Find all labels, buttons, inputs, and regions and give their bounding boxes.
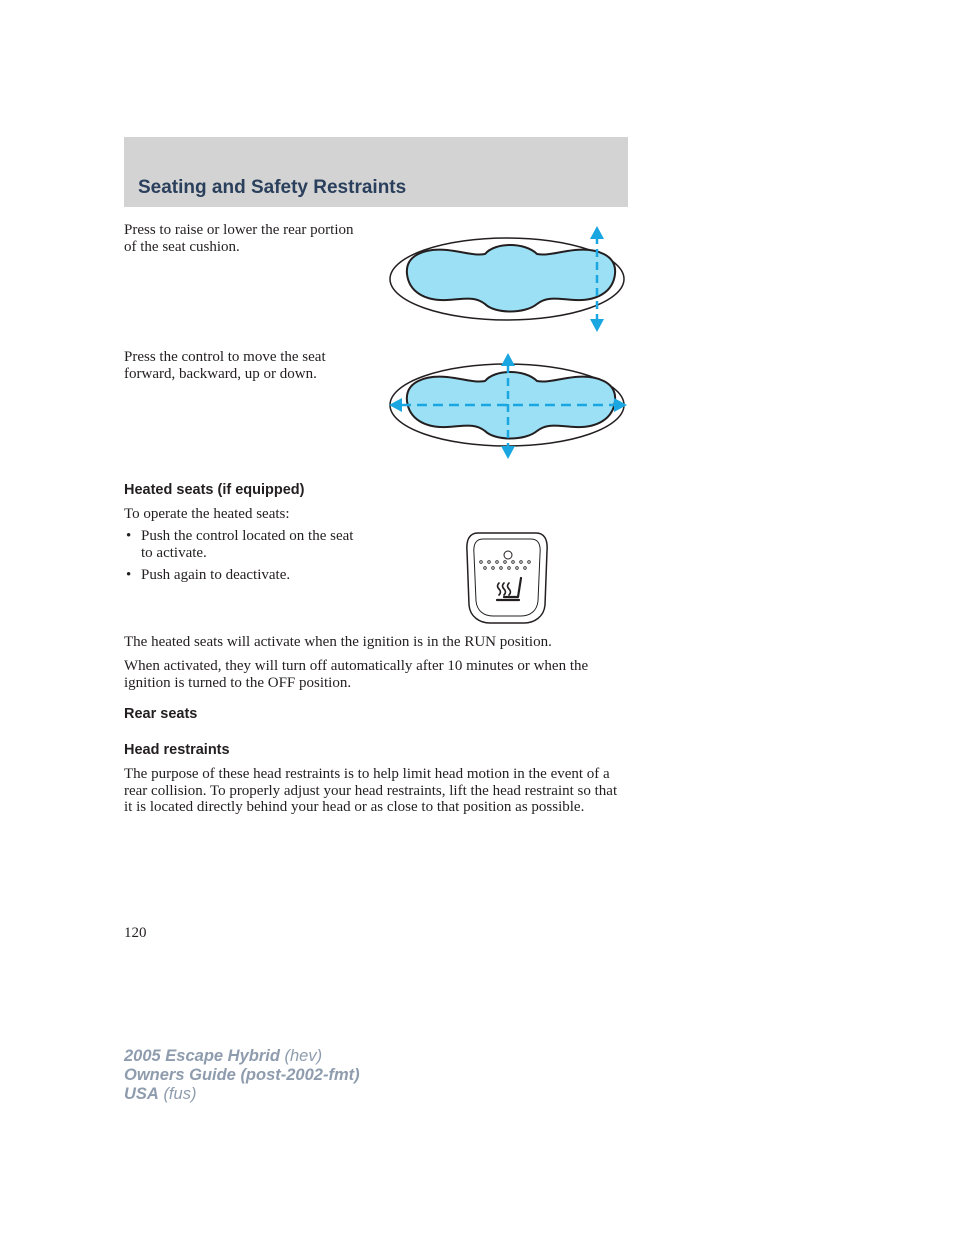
bullet-text: Push the control located on the seat to activate. [141, 528, 354, 561]
list-item [124, 567, 364, 584]
cushion-tilt-text: Press to raise or lower the rear portion of the seat cushion. [124, 222, 354, 255]
heated-seat-switch-icon [464, 531, 550, 625]
heated-seats-intro: To operate the heated seats: [124, 506, 290, 522]
page-number: 120 [124, 925, 147, 941]
seat-fore-aft-updown-icon [385, 351, 635, 461]
section-title: Seating and Safety Restraints [138, 177, 407, 198]
head-restraints-text: The purpose of these head restraints is to help limit head motion in the event of a rear collision. To properly adjust your head restraints, lift the head restraint so that it is located directly behind your head or as close to that position as possible. [124, 766, 618, 815]
footer-market-code: (fus) [163, 1085, 197, 1103]
section-header [124, 137, 628, 207]
footer-model: 2005 Escape Hybrid [124, 1047, 280, 1065]
seat-cushion-tilt-icon [385, 222, 635, 336]
footer-guide: Owners Guide (post-2002-fmt) [124, 1066, 360, 1084]
head-restraints-heading: Head restraints [124, 742, 230, 758]
list-item [124, 528, 364, 561]
document-footer [124, 1047, 360, 1104]
rear-seats-heading: Rear seats [124, 706, 198, 722]
footer-model-code: (hev) [284, 1047, 323, 1065]
footer-market: USA [124, 1085, 159, 1103]
heated-seats-run-text: The heated seats will activate when the ignition is in the RUN position. [124, 634, 552, 650]
bullet-dot: • [126, 528, 132, 544]
seat-move-text: Press the control to move the seat forward, backward, up or down. [124, 349, 326, 382]
heated-seats-heading: Heated seats (if equipped) [124, 482, 305, 498]
bullet-dot: • [126, 567, 132, 583]
heated-seats-off-text: When activated, they will turn off automatically after 10 minutes or when the ignition is turned to the OFF position. [124, 658, 589, 691]
bullet-text: Push again to deactivate. [141, 567, 291, 583]
